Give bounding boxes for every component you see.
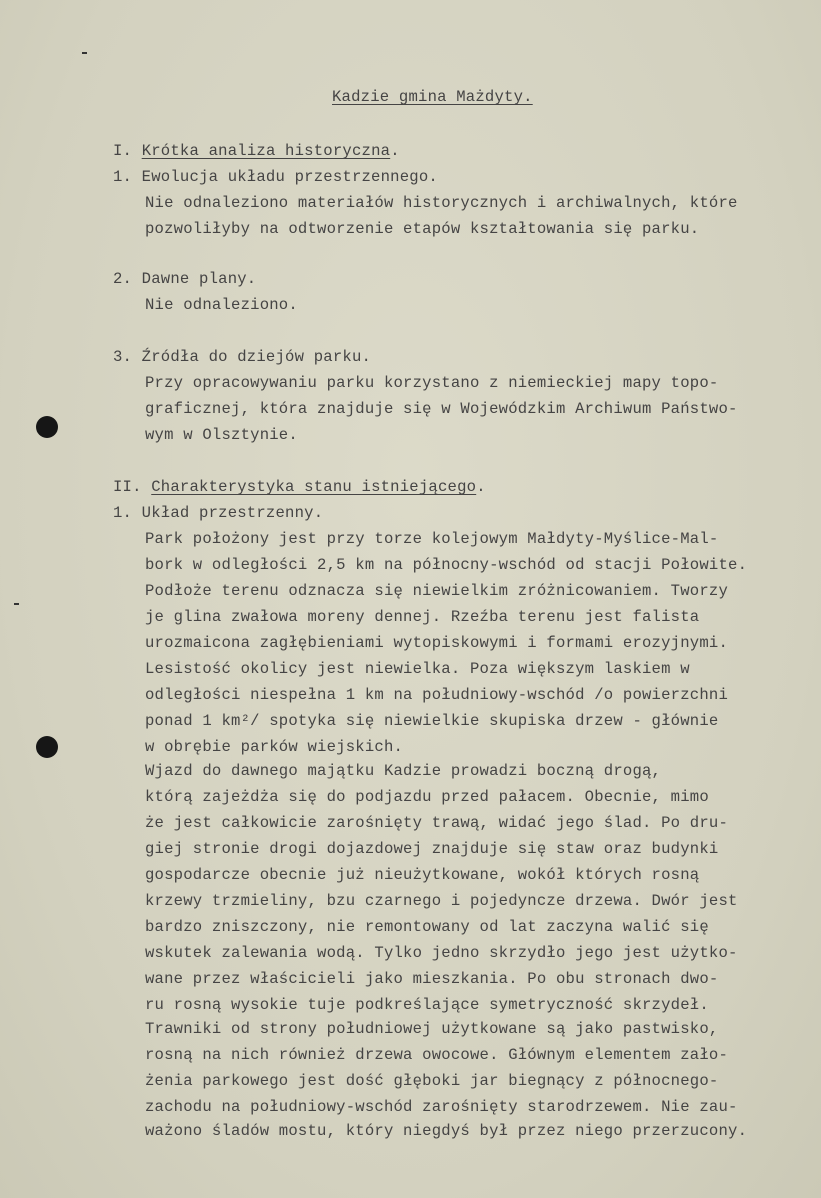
- text-line: 1. Układ przestrzenny.: [113, 504, 324, 522]
- text-line: giej stronie drogi dojazdowej znajduje się staw oraz budynki: [145, 840, 719, 858]
- text-line: Park położony jest przy torze kolejowym Małdyty-Myślice-Mal-: [145, 530, 719, 548]
- text-line: gospodarcze obecnie już nieużytkowane, wokół których rosną: [145, 866, 700, 884]
- text-line: pozwoliłyby na odtworzenie etapów kształtowania się parku.: [145, 220, 700, 238]
- punch-hole-top: [36, 416, 58, 438]
- text-line: bardzo zniszczony, nie remontowany od lat zaczyna walić się: [145, 918, 709, 936]
- underlined-heading-text: Charakterystyka stanu istniejącego: [151, 478, 477, 496]
- text-line: wane przez właścicieli jako mieszkania. Po obu stronach dwo-: [145, 970, 719, 988]
- text-line: żenia parkowego jest dość głęboki jar biegnący z północnego-: [145, 1072, 719, 1090]
- margin-mark: [14, 603, 19, 605]
- text-line: Nie odnaleziono.: [145, 296, 298, 314]
- text-line: krzewy trzmieliny, bzu czarnego i pojedyncze drzewa. Dwór jest: [145, 892, 738, 910]
- text-line: rosną na nich również drzewa owocowe. Głównym elementem zało-: [145, 1046, 729, 1064]
- text-line: 2. Dawne plany.: [113, 270, 257, 288]
- text-line: Podłoże terenu odznacza się niewielkim zróżnicowaniem. Tworzy: [145, 582, 729, 600]
- punch-hole-bottom: [36, 736, 58, 758]
- section-heading: I. Krótka analiza historyczna.: [113, 142, 400, 160]
- text-line: Przy opracowywaniu parku korzystano z niemieckiej mapy topo-: [145, 374, 719, 392]
- text-line: wskutek zalewania wodą. Tylko jedno skrzydło jego jest użytko-: [145, 944, 738, 962]
- text-line: Trawniki od strony południowej użytkowane są jako pastwisko,: [145, 1020, 719, 1038]
- text-line: że jest całkowicie zarośnięty trawą, widać jego ślad. Po dru-: [145, 814, 729, 832]
- text-line: Wjazd do dawnego majątku Kadzie prowadzi boczną drogą,: [145, 762, 662, 780]
- section-heading: II. Charakterystyka stanu istniejącego.: [113, 478, 486, 496]
- text-line: ważono śladów mostu, który niegdyś był przez niego przerzucony.: [145, 1122, 748, 1140]
- text-line: je glina zwałowa moreny dennej. Rzeźba terenu jest falista: [145, 608, 700, 626]
- text-line: ru rosną wysokie tuje podkreślające symetryczność skrzydeł.: [145, 996, 709, 1014]
- text-line: wym w Olsztynie.: [145, 426, 298, 444]
- document-title: Kadzie gmina Mażdyty.: [332, 88, 533, 106]
- text-line: w obrębie parków wiejskich.: [145, 738, 404, 756]
- text-line: urozmaicona zagłębieniami wytopiskowymi i formami erozyjnymi.: [145, 634, 729, 652]
- margin-mark: [82, 52, 87, 54]
- text-line: zachodu na południowy-wschód zarośnięty starodrzewem. Nie zau-: [145, 1098, 738, 1116]
- text-line: którą zajeżdża się do podjazdu przed pałacem. Obecnie, mimo: [145, 788, 709, 806]
- text-line: odległości niespełna 1 km na południowy-wschód /o powierzchni: [145, 686, 729, 704]
- text-line: Nie odnaleziono materiałów historycznych i archiwalnych, które: [145, 194, 738, 212]
- text-line: ponad 1 km²/ spotyka się niewielkie skupiska drzew - głównie: [145, 712, 719, 730]
- underlined-heading-text: Krótka analiza historyczna: [141, 142, 391, 160]
- text-line: bork w odległości 2,5 km na północny-wschód od stacji Połowite.: [145, 556, 748, 574]
- text-line: 3. Źródła do dziejów parku.: [113, 348, 372, 366]
- text-line: 1. Ewolucja układu przestrzennego.: [113, 168, 438, 186]
- text-line: Lesistość okolicy jest niewielka. Poza większym laskiem w: [145, 660, 690, 678]
- text-line: graficznej, która znajduje się w Wojewódzkim Archiwum Państwo-: [145, 400, 738, 418]
